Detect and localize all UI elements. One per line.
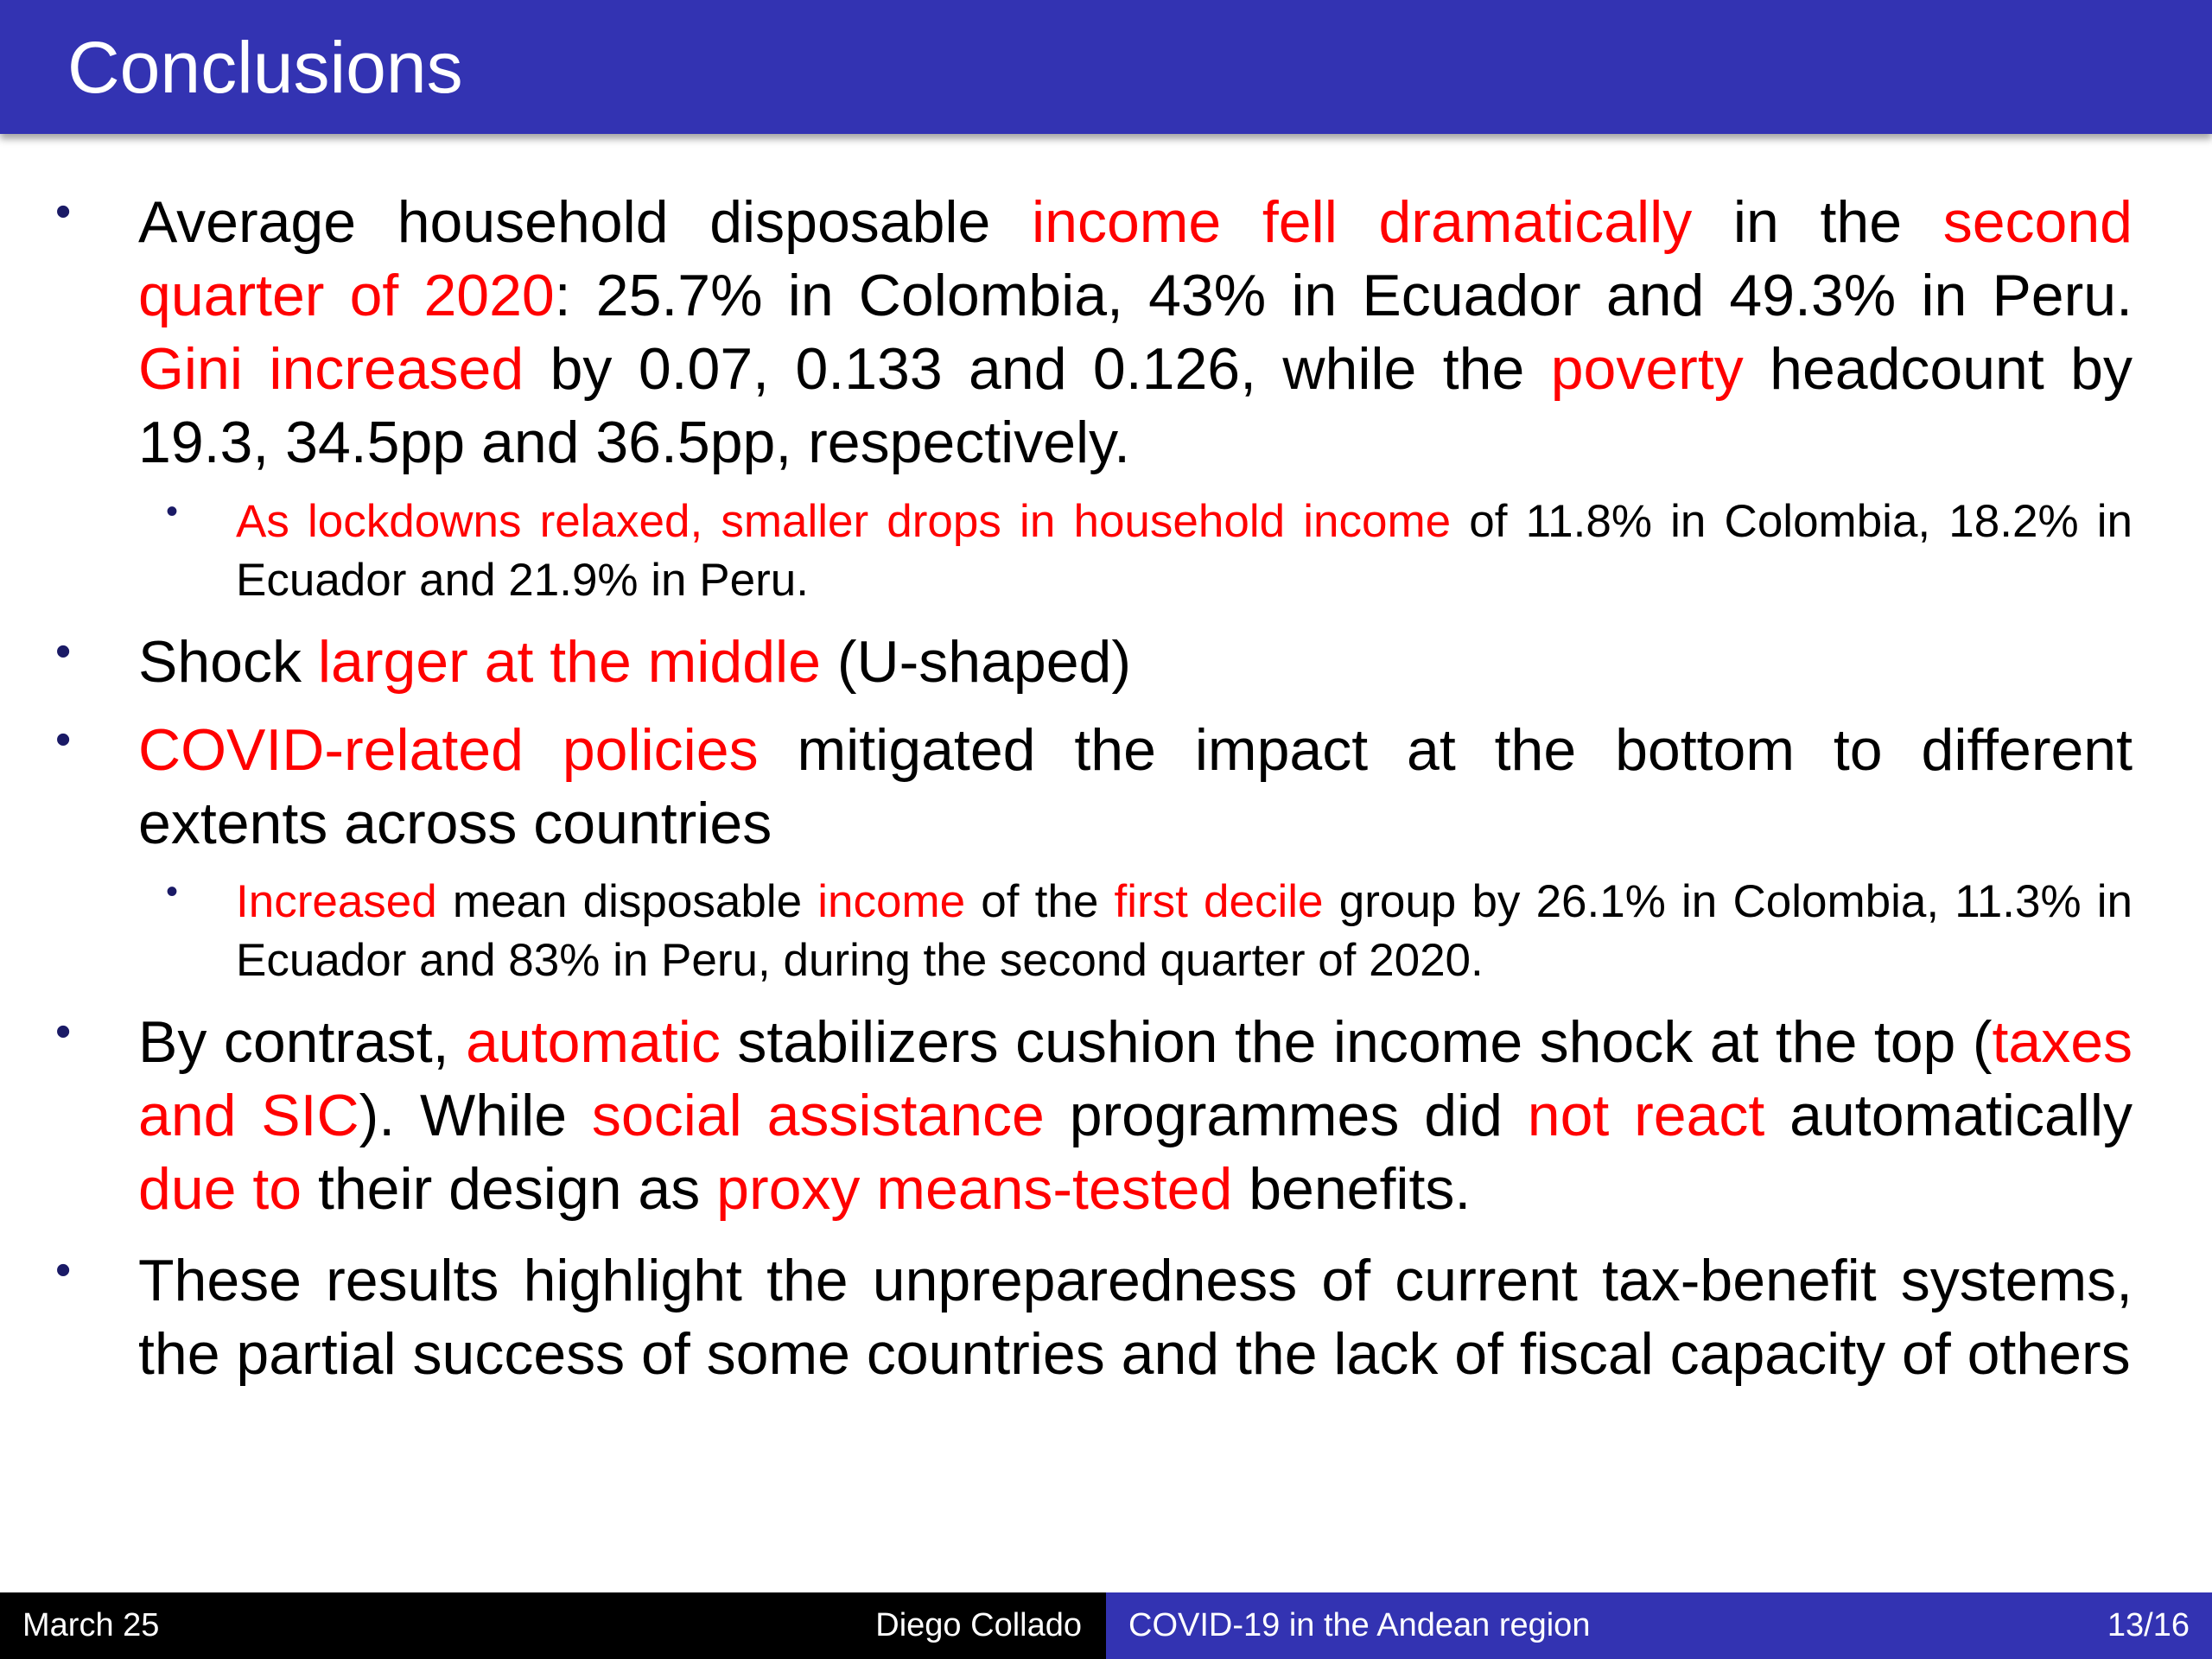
text-span: mitigated the impact at the bottom to different extents across countries <box>138 717 2133 856</box>
sub-bullet-lockdowns <box>236 493 2133 610</box>
sub-bullet-first-decile <box>236 873 2133 990</box>
bullet-marker: • <box>55 1007 72 1057</box>
text-span: automatically <box>1764 1083 2133 1148</box>
text-span: group by 26.1% in Colombia, 11.3% in Ecuador and 83% in Peru, during the second quarter of 2020. <box>236 876 2133 986</box>
text-span: of the <box>965 876 1115 927</box>
highlight-span: social assistance <box>591 1083 1045 1148</box>
text-span: mean disposable <box>436 876 818 927</box>
text-span: By contrast, <box>138 1009 467 1075</box>
text-span: (U-shaped) <box>820 629 1132 695</box>
highlight-span: due to <box>138 1156 302 1222</box>
highlight-span: As lockdowns relaxed, smaller drops in household income <box>236 496 1452 547</box>
footer-left-panel <box>0 1592 1106 1659</box>
footer-page-number: 13/16 <box>2107 1607 2190 1643</box>
highlight-span: income <box>817 876 966 927</box>
highlight-span: first decile <box>1114 876 1324 927</box>
bullet-marker: • <box>55 187 72 237</box>
sub-bullet-marker: • <box>166 493 179 531</box>
highlight-span: COVID-related policies <box>138 717 759 783</box>
slide-footer <box>0 1592 2212 1659</box>
bullet-automatic-stabilizers <box>138 1006 2133 1226</box>
sub-bullet-marker: • <box>166 873 179 911</box>
text-span: Shock <box>138 629 318 695</box>
highlight-span: income fell dramatically <box>1032 189 1693 255</box>
highlight-span: proxy means-tested <box>716 1156 1233 1222</box>
highlight-span: taxes and SIC <box>138 1009 2133 1148</box>
footer-short-title: COVID-19 in the Andean region <box>1128 1607 1591 1643</box>
text-span: Average household disposable <box>138 189 1033 255</box>
bullet-covid-policies <box>138 714 2133 861</box>
footer-right-panel <box>1106 1592 2212 1659</box>
bullet-marker: • <box>55 1245 72 1295</box>
text-span: their design as <box>302 1156 717 1222</box>
bullet-unpreparedness <box>138 1244 2133 1391</box>
footer-date: March 25 <box>22 1607 160 1643</box>
highlight-span: automatic <box>466 1009 721 1075</box>
highlight-span: poverty <box>1550 336 1744 402</box>
text-span: : 25.7% in Colombia, 43% in Ecuador and 49.3% in Peru. <box>554 263 2133 328</box>
highlight-span: Increased <box>236 876 437 927</box>
bullet-income-fell <box>138 186 2133 480</box>
footer-author: Diego Collado <box>875 1607 1082 1643</box>
highlight-span: Gini increased <box>138 336 524 402</box>
highlight-span: larger at the middle <box>317 629 821 695</box>
slide-title: Conclusions <box>67 27 463 108</box>
bullet-shock-middle <box>138 626 2133 699</box>
text-span: programmes did <box>1044 1083 1528 1148</box>
text-span: benefits. <box>1232 1156 1471 1222</box>
text-span: ). While <box>359 1083 592 1148</box>
bullet-marker: • <box>55 626 72 677</box>
text-span: These results highlight the unpreparedness of current tax-benefit systems, the partial success of some countries and the lack of fiscal capacity of others <box>138 1248 2133 1387</box>
highlight-span: second quarter of 2020 <box>138 189 2133 328</box>
text-span: headcount by 19.3, 34.5pp and 36.5pp, respectively. <box>138 336 2133 475</box>
highlight-span: not react <box>1527 1083 1765 1148</box>
text-span: in the <box>1692 189 1943 255</box>
text-span: by 0.07, 0.133 and 0.126, while the <box>524 336 1551 402</box>
bullet-marker: • <box>55 715 72 765</box>
text-span: stabilizers cushion the income shock at the top ( <box>720 1009 1993 1075</box>
text-span: of 11.8% in Colombia, 18.2% in Ecuador and 21.9% in Peru. <box>236 496 2133 606</box>
